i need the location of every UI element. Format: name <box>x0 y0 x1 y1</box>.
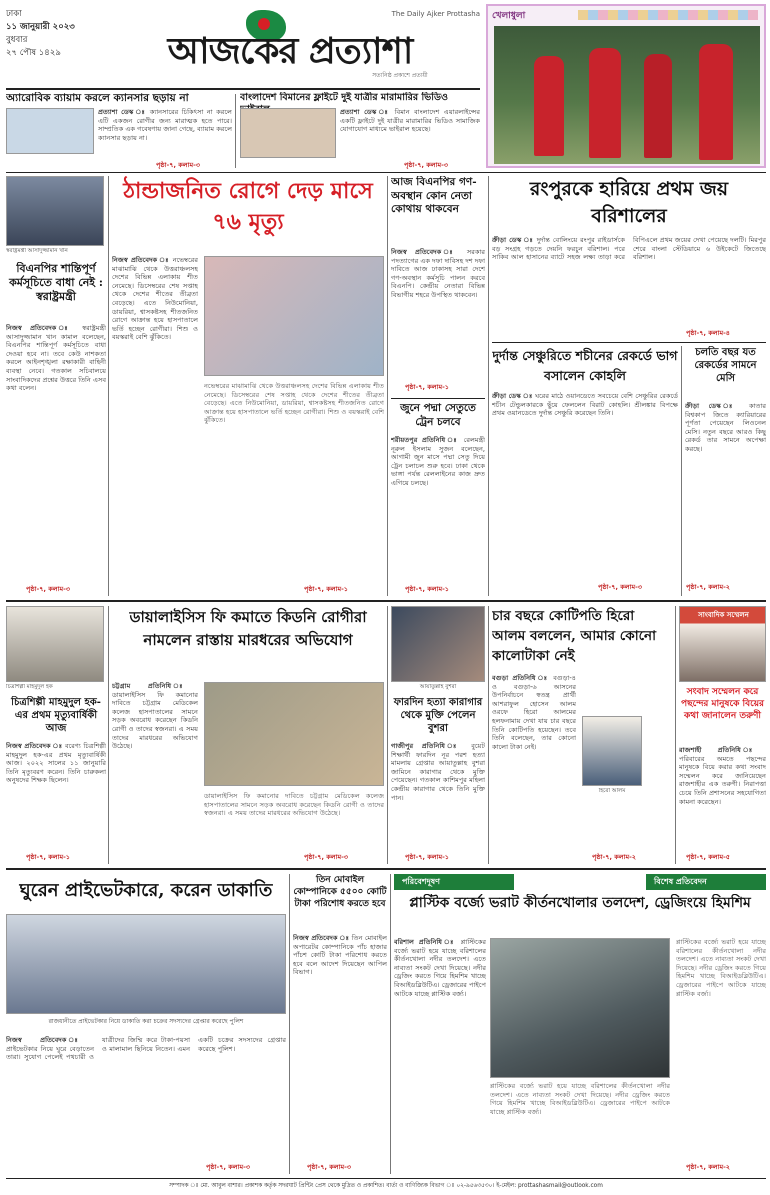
teaser-2 <box>240 92 480 170</box>
messi-text <box>685 402 766 580</box>
story-hero <box>492 606 672 864</box>
dialysis-body-cont: ডায়ালাইসিস ফি কমানোর দাবিতে চট্টগ্রাম মেডিকেল কলেজ হাসপাতালের সামনে সড়ক অবরোধ করেছেন কিডনি রোগী ও তাদের স্বজনরা। এ সময় তাদের মারধরের অভিযোগ উঠেছে। <box>204 792 384 818</box>
rule <box>6 600 766 602</box>
dialysis-photo <box>204 682 384 786</box>
barishal-body: দুর্দান্ত বোলিংয়ে রংপুর রাইডার্সকে বড় সংগ্রহ গড়তে দেয়নি ফরচুন বরিশাল। পরে সাকিব আল হাসানের ব্যাটে সহজ লক্ষ্য তাড়া করে বিপিএলে প্রথম জয়ের দেখা পেয়েছে দলটি। মিরপুর শেরে বাংলা স্টেডিয়ামে ৬ উইকেটে জিতেছে বরিশাল। <box>492 236 766 262</box>
minister-byline: নিজস্ব প্রতিবেদক ঃ <box>6 324 74 332</box>
barishal-cont[interactable]: পৃষ্ঠা-৭, কলাম-৪ <box>686 329 730 337</box>
sports-label: খেলাধুলা <box>492 11 526 21</box>
teaser-2-headline[interactable]: বাংলাদেশ বিমানের ফ্লাইটে দুই যাত্রীর মারামারির ভিডিও <box>240 92 448 103</box>
dateline-day: বুধবার <box>6 35 28 45</box>
hero-body: বগুড়া-৪ ও বগুড়া-৬ আসনের উপনির্বাচনে স্বতন্ত্র প্রার্থী আশরাফুল হোসেন আলম ওরফে হিরো আলমের হলফনামায় দেখা যায় চার বছরে তিনি কোটিপতি হয়েছেন। তবে তিনি বলেছেন, তার কোনো কালো টাকা নেই। <box>492 674 576 751</box>
special-report-tag: বিশেষ প্রতিবেদন <box>646 874 766 890</box>
padma-byline: শরীয়তপুর প্রতিনিধি ঃ <box>391 436 460 444</box>
plastic-body-cont: প্লাস্টিকের বর্জ্যে ভরাট হয়ে যাচ্ছে বরিশালের কীর্তনখোলা নদীর তলদেশ। এতে নাব্যতা সংকট দেখা দিয়েছে। নদীর ড্রেজিং করতে গিয়ে হিমশিম খাচ্ছে বিআইডব্লিউটিএ। ড্রেজারের পাইপে আটকে যাচ্ছে প্লাস্টিক বর্জ্য। <box>490 1082 670 1116</box>
plastic-photo <box>490 938 670 1078</box>
faridi-photo <box>6 606 104 682</box>
dialysis-text-2 <box>204 792 384 850</box>
story-bnp <box>391 176 485 396</box>
hero-caption: হিরো আলম <box>598 788 626 794</box>
mobile-cont[interactable]: পৃষ্ঠা-৭, কলাম-৩ <box>307 1163 351 1171</box>
dialysis-byline: চট্টগ্রাম প্রতিনিধি ঃ <box>112 682 198 690</box>
divider <box>289 874 290 1174</box>
dateline-city: ঢাকা <box>6 9 22 19</box>
sports-banner-icons <box>578 10 758 20</box>
story-messi <box>685 346 766 596</box>
story-home-minister <box>6 176 106 596</box>
kohli-text <box>492 392 678 580</box>
robbery-cont[interactable]: পৃষ্ঠা-৭, কলাম-৩ <box>206 1163 250 1171</box>
robbery-body: প্রাইভেটকার নিয়ে ঘুরে বেড়াতেন তারা। সুযোগ পেলেই পথচারী ও যাত্রীদের জিম্মি করে টাকা-পয়সা ও মালামাল ছিনিয়ে নিতেন। এমন একটি চক্রের সদস্যদের গ্রেপ্তার করেছে পুলিশ। <box>6 1036 286 1062</box>
dialysis-headline[interactable]: ডায়ালাইসিস ফি কমাতে কিডনি রোগীরা নামলেন রাস্তায় মারধরের অভিযোগ <box>129 608 367 649</box>
mobile-body: তিন মোবাইল অপারেটর কোম্পানিকে পাঁচ হাজার পাঁচশ কোটি টাকা পরিশোধ করতে হবে বলে আদেশ দিয়েছেন আপিল বিভাগ। <box>293 934 387 977</box>
logo: আজকের প্রত্যাশা <box>167 30 413 72</box>
plastic-body-cont-2: প্লাস্টিকের বর্জ্যে ভরাট হয়ে যাচ্ছে বরিশালের কীর্তনখোলা নদীর তলদেশ। এতে নাব্যতা সংকট দেখা দিয়েছে। নদীর ড্রেজিং করতে গিয়ে হিমশিম খাচ্ছে বিআইডব্লিউটিএ। ড্রেজারের পাইপে আটকে যাচ্ছে প্লাস্টিক বর্জ্য। <box>676 938 766 998</box>
tagline: সত্যনিষ্ঠ প্রকাশে প্রত্যয়ী <box>372 72 428 79</box>
divider <box>235 94 236 168</box>
plastic-byline: বরিশাল প্রতিনিধি ঃ <box>394 938 457 946</box>
minister-text <box>6 324 106 584</box>
hero-photo <box>582 716 642 786</box>
bushra-photo <box>391 606 485 682</box>
cold-body: নভেম্বরের মাঝামাঝি থেকে উত্তরাঞ্চলসহ দেশের বিভিন্ন এলাকায় শীত নেমেছে। ডিসেম্বরের শেষ সপ্তাহ থেকে দেশের শীতের তীব্রতা বেড়েছে। এতে নিউমোনিয়া, ডায়রিয়া, শ্বাসকষ্টসহ শীতজনিত রোগে আক্রান্ত হয়ে হাসপাতালে ভর্তি হচ্ছেন রোগীরা। শিশু ও বয়স্করাই বেশি ঝুঁকিতে। <box>112 256 198 342</box>
divider <box>387 176 388 596</box>
kohli-headline[interactable]: দুর্দান্ত সেঞ্চুরিতে শচীনের রেকর্ডে ভাগ বসালেন কোহলি <box>492 348 678 383</box>
story-bushra <box>391 606 485 864</box>
padma-text <box>391 436 485 582</box>
kohli-cont[interactable]: পৃষ্ঠা-৭, কলাম-৩ <box>598 583 642 591</box>
teaser-1-byline: প্রত্যাশা ডেস্ক ঃ <box>98 108 147 116</box>
robbery-caption: রাজধানীতে প্রাইভেটকার নিয়ে ডাকাতি করা চক্রের সদস্যদের গ্রেপ্তার করেছে পুলিশ <box>48 1018 244 1025</box>
teaser-2-body: বিমান বাংলাদেশ এয়ারলাইন্সের একটি ফ্লাইটে দুই যাত্রীর মারামারির ভিডিও সামাজিক যোগাযোগ মাধ্যমে ভাইরাল হয়েছে। <box>340 108 480 134</box>
cold-headline[interactable]: ঠান্ডাজনিত রোগে দেড় মাসে ৭৬ মৃত্যু <box>123 178 373 235</box>
plastic-section-tag: পরিবেশদূষণ <box>394 874 514 890</box>
barishal-byline: ক্রীড়া ডেস্ক ঃ <box>492 236 534 244</box>
hero-headline[interactable]: চার বছরে কোটিপতি হিরো আলম বললেন, আমার কোনো কালোটাকা নেই <box>492 608 657 664</box>
story-cold <box>112 176 384 596</box>
cold-byline: নিজস্ব প্রতিবেদক ঃ <box>112 256 170 264</box>
messi-headline[interactable]: চলতি বছর যত রেকর্ডের সামনে মেসি <box>694 347 757 384</box>
hero-cont[interactable]: পৃষ্ঠা-৭, কলাম-২ <box>592 853 636 861</box>
robbery-photo <box>6 914 286 1014</box>
marriage-cont[interactable]: পৃষ্ঠা-৭, কলাম-৫ <box>686 853 730 861</box>
kohli-body: ঘরের মাঠে ওয়ানডেতে সবচেয়ে বেশি সেঞ্চুরির রেকর্ডে শচীন টেন্ডুলকারকে ছুঁয়ে ফেললেন বিরাট কোহলি। শ্রীলঙ্কার বিপক্ষে প্রথম ওয়ানডেতে দুর্দান্ত সেঞ্চুরি করেছেন তিনি। <box>492 392 678 418</box>
plastic-headline[interactable]: প্লাস্টিক বর্জ্যে ভরাট কীর্তনখোলার তলদেশ, ড্রেজিংয়ে হিমশিম <box>409 895 751 911</box>
story-mobile <box>293 874 387 1174</box>
plastic-body: প্লাস্টিকের বর্জ্যে ভরাট হয়ে যাচ্ছে বরিশালের কীর্তনখোলা নদীর তলদেশ। এতে নাব্যতা সংকট দেখা দিয়েছে। নদীর ড্রেজিং করতে গিয়ে হিমশিম খাচ্ছে বিআইডব্লিউটিএ। ড্রেজারের পাইপে আটকে যাচ্ছে প্লাস্টিক বর্জ্য। <box>394 938 486 998</box>
player-figure <box>534 56 564 156</box>
masthead-rule <box>6 88 480 90</box>
divider <box>675 606 676 864</box>
marriage-text <box>679 746 766 850</box>
story-plastic <box>394 874 766 1174</box>
teaser-2-photo <box>240 108 336 158</box>
teaser-2-cont[interactable]: পৃষ্ঠা-৭, কলাম-৩ <box>404 161 448 169</box>
divider <box>390 874 391 1174</box>
dateline <box>6 8 106 78</box>
marriage-photo-label: সাংবাদিক সম্মেলন <box>698 611 749 619</box>
teaser-2-text <box>340 108 480 162</box>
bushra-caption: আয়াতুল্লাহ বুশরা <box>419 684 457 690</box>
mobile-headline[interactable]: তিন মোবাইল কোম্পানিকে ৫৫০০ কোটি টাকা পরিশোধ করতে হবে <box>293 875 387 909</box>
divider <box>108 606 109 864</box>
teaser-2-byline: প্রত্যাশা ডেস্ক ঃ <box>340 108 391 116</box>
padma-body: রেলমন্ত্রী নূরুল ইসলাম সুজন বলেছেন, আগামী জুন মাসে পদ্মা সেতু দিয়ে ট্রেন চলাচল শুরু হবে। ঢাকা থেকে ভাঙ্গা পর্যন্ত রেললাইনের কাজ দ্রুত এগিয়ে চলছে। <box>391 436 485 487</box>
bushra-body: বুয়েট শিক্ষার্থী ফারদিন নূর পরশ হত্যা মামলায় গ্রেপ্তার আয়াতুল্লাহ বুশরা জামিনে কারাগার থেকে মুক্তি পেয়েছেন। গতকাল কাশিমপুর মহিলা কেন্দ্রীয় কারাগার থেকে তিনি মুক্তি পান। <box>391 742 485 802</box>
minister-cont[interactable]: পৃষ্ঠা-৭, কলাম-৩ <box>26 585 70 593</box>
bushra-cont[interactable]: পৃষ্ঠা-৭, কলাম-১ <box>405 853 449 861</box>
hero-text <box>492 674 576 850</box>
marriage-byline: রাজশাহী প্রতিনিধি ঃ <box>679 746 766 754</box>
marriage-photo <box>679 606 766 682</box>
minister-caption: স্বরাষ্ট্রমন্ত্রী আসাদুজ্জামান খান <box>6 248 68 254</box>
imprint-footer: সম্পাদক ঃ মো. আবুল বাশার। প্রকাশক কর্তৃক সদরঘাট প্রিন্টিং প্রেস থেকে মুদ্রিত ও প্রকাশিত। বার্তা ও বাণিজ্যিক বিভাগ ঃ ০২-৯৫৬৩৫৩০। ই-মেইল: prottashasmail@outlook.com <box>169 1183 603 1189</box>
bnp-body: সরকার পদত্যাগের এক দফা দাবিসহ দশ দফা দাবিতে আজ ঢাকাসহ সারা দেশে গণ-অবস্থান কর্মসূচি পালন করবে বিএনপি। কেন্দ্রীয় নেতারা বিভিন্ন বিভাগীয় শহরে উপস্থিত থাকবেন। <box>391 248 485 299</box>
sports-photo <box>494 26 760 164</box>
divider <box>108 176 109 596</box>
minister-headline[interactable]: বিএনপির শান্তিপূর্ণ কর্মসূচিতে বাধা নেই : স্বরাষ্ট্রমন্ত্রী <box>9 262 103 303</box>
faridi-cont[interactable]: পৃষ্ঠা-৭, কলাম-১ <box>26 853 70 861</box>
cold-body-cont: নভেম্বরের মাঝামাঝি থেকে উত্তরাঞ্চলসহ দেশের বিভিন্ন এলাকায় শীত নেমেছে। ডিসেম্বরের শেষ সপ্তাহ থেকে দেশের শীতের তীব্রতা বেড়েছে। এতে নিউমোনিয়া, ডায়রিয়া, শ্বাসকষ্টসহ শীতজনিত রোগে আক্রান্ত হয়ে হাসপাতালে ভর্তি হচ্ছেন রোগীরা। শিশু ও বয়স্করাই বেশি ঝুঁকিতে। <box>204 382 384 425</box>
bnp-headline[interactable]: আজ বিএনপির গণ-অবস্থান কোন নেতা কোথায় থাকবেন <box>391 176 477 215</box>
player-figure <box>644 54 672 158</box>
minister-body: স্বরাষ্ট্রমন্ত্রী আসাদুজ্জামান খান কামাল বলেছেন, বিএনপির শান্তিপূর্ণ কর্মসূচিতে বাধা দেওয়া হবে না। তবে কেউ নাশকতা করলে আইনশৃঙ্খলা রক্ষাকারী বাহিনী ব্যবস্থা নেবে। গতকাল সচিবালয়ে সাংবাদিকদের প্রশ্নের উত্তরে তিনি এসব কথা বলেন। <box>6 324 106 393</box>
divider <box>488 606 489 864</box>
cold-photo <box>204 256 384 376</box>
story-marriage <box>679 606 766 864</box>
bushra-text <box>391 742 485 850</box>
padma-headline[interactable]: জুনে পদ্মা সেতুতে ট্রেন চলবে <box>400 402 476 428</box>
rule <box>6 868 766 870</box>
robbery-headline[interactable]: ঘুরেন প্রাইভেটকারে, করেন ডাকাতি <box>19 880 273 901</box>
bnp-text <box>391 248 485 380</box>
story-robbery <box>6 874 286 1174</box>
cold-text-col1 <box>112 256 198 586</box>
bushra-byline: গাজীপুর প্রতিনিধি ঃ <box>391 742 463 750</box>
story-kohli <box>492 346 678 596</box>
logo-english: The Daily Ajker Prottasha <box>391 10 480 18</box>
plastic-text-right <box>676 938 766 1158</box>
rule <box>6 172 766 173</box>
dialysis-text <box>112 682 198 850</box>
teaser-1-text <box>98 108 232 162</box>
dateline-date: ১১ জানুয়ারী ২০২৩ <box>6 22 75 32</box>
padma-cont[interactable]: পৃষ্ঠা-৭, কলাম-১ <box>405 585 449 593</box>
divider <box>387 606 388 864</box>
plastic-text-left <box>394 938 486 1158</box>
marriage-body: পরিবারের অমতে পছন্দের মানুষকে বিয়ে করার কথা সংবাদ সম্মেলন করে জানিয়েছেন রাজশাহীর এক তরুণী। নিরাপত্তা চেয়ে তিনি প্রশাসনের সহযোগিতা কামনা করেছেন। <box>679 754 766 806</box>
faridi-headline[interactable]: চিত্রশিল্পী মাহমুদুল হক-এর প্রথম মৃত্যুবার্ষিকী আজ <box>11 697 101 734</box>
dialysis-cont[interactable]: পৃষ্ঠা-৭, কলাম-৩ <box>304 853 348 861</box>
faridi-text <box>6 742 106 850</box>
hero-byline: বগুড়া প্রতিনিধি ঃ <box>492 674 550 682</box>
bnp-byline: নিজস্ব প্রতিবেদক ঃ <box>391 248 459 256</box>
teaser-1-headline[interactable]: অ্যারোবিক ব্যায়াম করলে ক্যানসার ছড়ায় না <box>6 92 189 104</box>
cold-cont[interactable]: পৃষ্ঠা-৭, কলাম-১ <box>304 585 348 593</box>
marriage-headline[interactable]: সংবাদ সম্মেলন করে পছন্দের মানুষকে বিয়ের কথা জানালেন তরুণী <box>681 687 764 721</box>
messi-byline: ক্রীড়া ডেস্ক ঃ <box>685 402 740 410</box>
mobile-byline: নিজস্ব প্রতিবেদক ঃ <box>293 934 350 942</box>
plastic-cont[interactable]: পৃষ্ঠা-৭, কলাম-২ <box>686 1163 730 1171</box>
divider <box>681 346 682 596</box>
messi-body: কাতার বিশ্বকাপ জিতে ক্যারিয়ারের পূর্ণতা পেয়েছেন লিওনেল মেসি। নতুন বছরে আরও কিছু রেকর্ড তার সামনে অপেক্ষা করছে। <box>685 402 766 453</box>
player-figure <box>699 44 733 160</box>
faridi-caption: চিত্রশিল্পী মাহমুদুল হক <box>6 684 53 690</box>
divider <box>488 176 489 596</box>
kohli-byline: ক্রীড়া ডেস্ক ঃ <box>492 392 533 400</box>
barishal-text <box>492 236 766 326</box>
footer-rule <box>6 1178 766 1179</box>
robbery-byline: নিজস্ব প্রতিবেদক ঃ <box>6 1036 94 1044</box>
story-dialysis <box>112 606 384 864</box>
masthead <box>0 0 480 85</box>
faridi-body: বরেণ্য চিত্রশিল্পী মাহমুদুল হক-এর প্রথম মৃত্যুবার্ষিকী আজ। ২০২২ সালের ১১ জানুয়ারি তিনি মৃত্যুবরণ করেন। তিনি চারুকলা অনুষদের শিক্ষক ছিলেন। <box>6 742 106 785</box>
teaser-1-body: ক্যানসারের চিকিৎসা না করলে এটি একজন রোগীর জন্য মারাত্মক হতে পারে। সাম্প্রতিক এক গবেষণায় জানা গেছে, ব্যায়াম করলে ক্যানসার ছড়ায় না। <box>98 108 232 142</box>
player-figure <box>589 48 621 158</box>
teaser-1 <box>6 92 232 170</box>
teaser-1-cont[interactable]: পৃষ্ঠা-৭, কলাম-৩ <box>156 161 200 169</box>
messi-cont[interactable]: পৃষ্ঠা-৭, কলাম-২ <box>686 583 730 591</box>
dateline-bn-date: ২৭ পৌষ ১৪২৯ <box>6 48 61 58</box>
rule <box>492 342 766 343</box>
story-faridi <box>6 606 106 864</box>
plastic-text-mid <box>490 1082 670 1158</box>
story-barishal <box>492 176 766 340</box>
barishal-headline[interactable]: রংপুরকে হারিয়ে প্রথম জয় বরিশালের <box>529 178 729 227</box>
robbery-text <box>6 1036 286 1158</box>
bushra-headline[interactable]: ফারদিন হত্যা কারাগার থেকে মুক্তি পেলেন বুশরা <box>393 697 483 734</box>
mobile-text <box>293 934 387 1158</box>
teaser-1-photo <box>6 108 94 154</box>
minister-photo <box>6 176 104 246</box>
faridi-byline: নিজস্ব প্রতিবেদক ঃ <box>6 742 63 750</box>
sports-block <box>486 4 766 168</box>
bnp-cont[interactable]: পৃষ্ঠা-৭, কলাম-১ <box>405 383 449 391</box>
story-padma <box>391 402 485 596</box>
rule <box>391 398 485 399</box>
dialysis-body: ডায়ালাইসিস ফি কমানোর দাবিতে চট্টগ্রাম মেডিকেল কলেজ হাসপাতালের সামনে সড়ক অবরোধ করেছেন কিডনি রোগী ও তাদের স্বজনরা। এ সময় তাদের মারধরের অভিযোগ উঠেছে। <box>112 690 198 751</box>
cold-text-col2 <box>204 382 384 582</box>
